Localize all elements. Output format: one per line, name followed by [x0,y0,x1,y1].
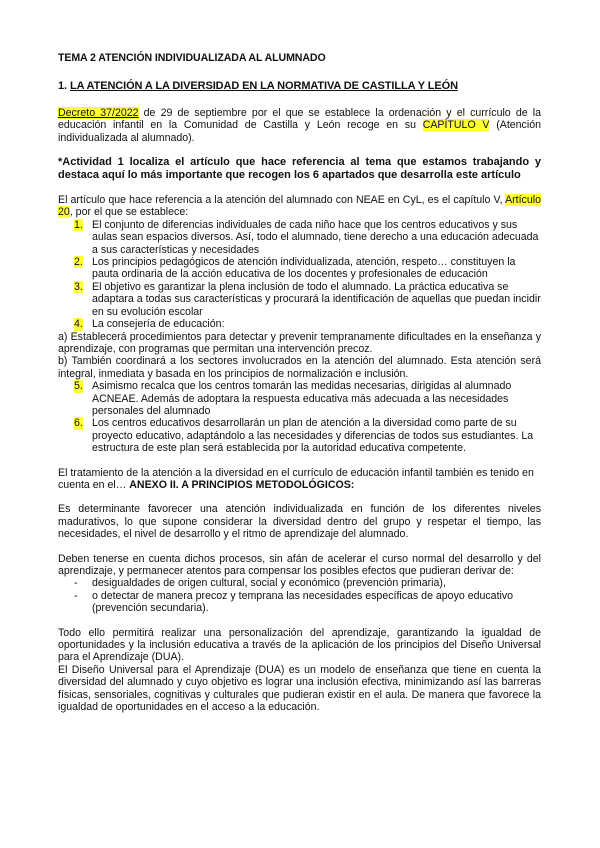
bullet-text: desigualdades de origen cultural, social y económico (prevención primaria), [92,577,446,590]
article-intro-text-2: , por el que se establece: [69,206,189,219]
item-number: 1. [74,218,83,231]
item-text: Los principios pedagógicos de atención individualizada, atención, respeto… constituyen la pauta ordinaria de la acción educativa de los docentes y profesionales de educación [92,256,516,281]
list-item [58,256,541,281]
annex-text: El tratamiento de la atención a la diversidad en el currículo de educación infantil también es tenido en cuenta en el… [58,466,534,491]
chapter-highlight: CAPÍTULO V [422,119,490,132]
bullet-list [58,577,541,614]
list-item [58,219,541,256]
item-number: 6. [74,417,83,430]
annex-paragraph [58,467,541,492]
item-number: 5. [74,380,83,393]
item-text: El objetivo es garantizar la plena inclusión de todo el alumnado. La práctica educativa se adaptara a todas sus características y procurará la identificación de aquellas que puedan incidir en su evolución escolar [92,280,541,318]
dash-marker: - [74,577,78,590]
item-number: 3. [74,280,83,293]
list-item [58,577,541,589]
annex-title: ANEXO II. A PRINCIPIOS METODOLÓGICOS: [129,478,355,491]
article-highlight: Artículo 20 [58,194,541,219]
section-heading [58,80,541,92]
item-number: 4. [74,318,83,331]
item-text: Los centros educativos desarrollarán un plan de atención a la diversidad como parte de su proyecto educativo, adaptándolo a las necesidades y diferencias de todos sus estudiantes. La estructura de este plan será establecida por la autoridad educativa competente. [92,417,534,455]
dash-marker: - [74,589,78,602]
article-items-list [58,219,541,331]
intro-text-1: de 29 de septiembre por el que se establece la ordenación y el currículo de la educación infantil en la Comunidad de Castilla y León recoge en su [58,106,541,132]
section-title: LA ATENCIÓN A LA DIVERSIDAD EN LA NORMATIVA DE CASTILLA Y LEÓN [69,80,458,93]
list-item [58,281,541,318]
paragraph-determinante: Es determinante favorecer una atención individualizada en función de los diferentes niveles madurativos, lo que supone considerar la diversidad dentro del grupo y respetar el tiempo, las necesidades, el nivel de desarrollo y el ritmo de aprendizaje del alumnado. [58,503,541,541]
paragraph-todo: Todo ello permitirá realizar una personalización del aprendizaje, garantizando la igualdad de oportunidades y la inclusión educativa a través de la aplicación de los principios del Diseño Universal para el Aprendizaje (DUA). [58,626,541,664]
item-text: El conjunto de diferencias individuales de cada niño hace que los centros educativos y sus aulas sean espacios diversos. Así, todo el alumnado, tiene derecho a una educación adecuada a sus características y necesidades [92,218,539,256]
document-title: TEMA 2 ATENCIÓN INDIVIDUALIZADA AL ALUMNADO [58,52,326,64]
sub-item-b: b) También coordinará a los sectores involucrados en la atención del alumnado. Esta atención será integral, inmediata y basada en los principios de normalización e inclusión. [58,355,541,380]
list-item [58,318,541,330]
list-item [58,380,541,417]
list-item [58,417,541,454]
paragraph-deben: Deben tenerse en cuenta dichos procesos, sin afán de acelerar el curso normal del desarrollo y del aprendizaje, y permanecer atentos para compensar los posibles efectos que pudieran derivar de: [58,552,541,577]
intro-paragraph [58,107,541,144]
section-number: 1. [58,80,67,93]
article-intro-text-1: El artículo que hace referencia a la atención del alumnado con NEAE en CyL, es el capítulo V, [58,194,506,207]
item-number: 2. [74,256,83,269]
intro-text-2: (Atención individualizada al alumnado). [58,119,541,144]
document-page [58,52,541,713]
article-items-list-2 [58,380,541,454]
item-text: Asimismo recalca que los centros tomarán las medidas necesarias, dirigidas al alumnado ACNEAE. Además de adoptara la respuesta educativa más adecuada a las necesidades personales del alumnado [92,380,512,417]
bullet-text: o detectar de manera precoz y temprana las necesidades específicas de apoyo educativo (prevención secundaria). [92,589,514,615]
sub-item-a: a) Establecerá procedimientos para detectar y prevenir tempranamente dificultades en la enseñanza y aprendizaje, con programas que permitan una intervención precoz. [58,330,541,355]
list-item [58,590,541,615]
decree-highlight: Decreto 37/2022 [58,106,139,119]
activity-prompt: *Actividad 1 localiza el artículo que hace referencia al tema que estamos trabajando y destaca aquí lo más importante que recogen los 6 apartados que desarrolla este artículo [58,156,541,182]
paragraph-dua: El Diseño Universal para el Aprendizaje (DUA) es un modelo de enseñanza que tiene en cuenta la diversidad del alumnado y cuyo objetivo es lograr una inclusión efectiva, minimizando así las barreras físicas, sensoriales, cognitivas y culturales que pudieran existir en el aula. De manera que favorece la igualdad de oportunidades en el acceso a la educación. [58,663,541,714]
item-text: La consejería de educación: [92,318,225,331]
article-intro [58,194,541,219]
